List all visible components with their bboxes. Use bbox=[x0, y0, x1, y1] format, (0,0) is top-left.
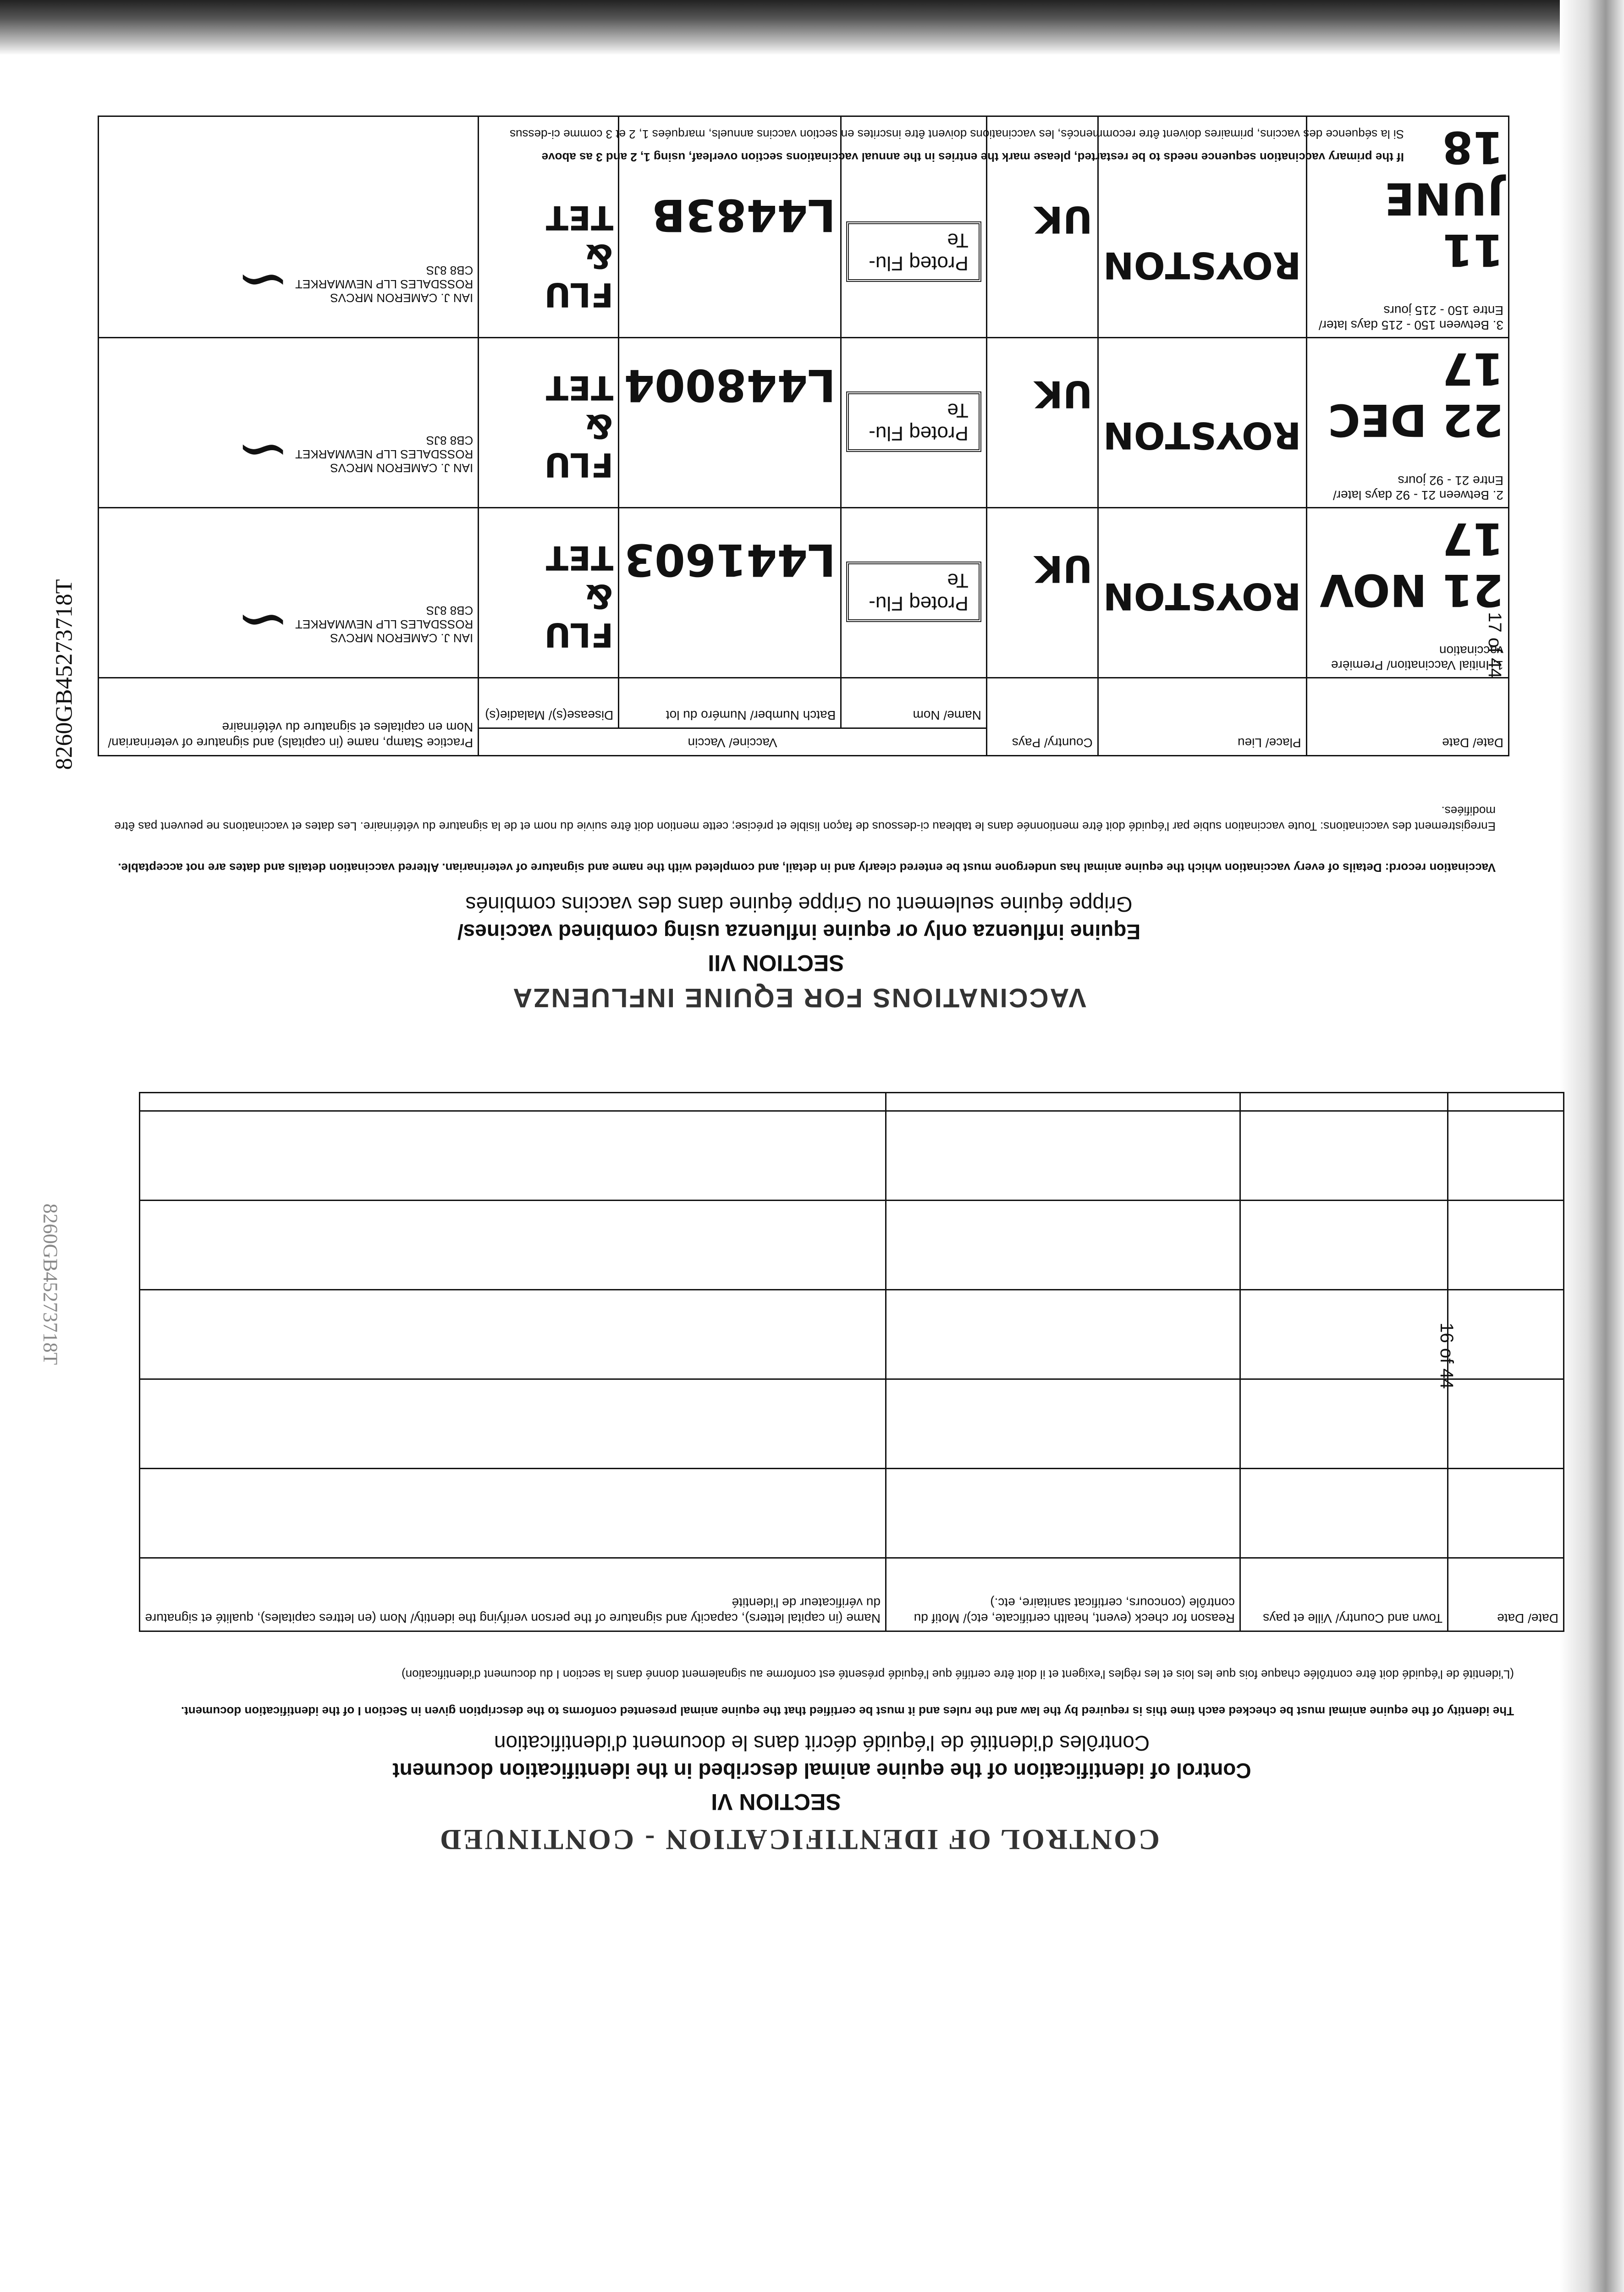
row-disease: FLU & TET bbox=[544, 198, 614, 314]
section-vii-title-en: Equine influenza only or equine influenza using combined vaccines/ bbox=[457, 920, 1141, 944]
row-disease: FLU & TET bbox=[544, 539, 614, 654]
page-number-17: 17 of 44 bbox=[1485, 612, 1505, 678]
row-date: 22 DEC 17 bbox=[1328, 343, 1503, 446]
section-vi-title-en: Control of identification of the equine animal described in the identification document bbox=[392, 1759, 1251, 1783]
table-row bbox=[140, 1379, 1564, 1469]
row-place: ROYSTON bbox=[1103, 575, 1301, 617]
vaccine-stamp: Proteq Flu-Te bbox=[846, 221, 981, 282]
col-vaccine-name: Name/ Nom bbox=[841, 678, 987, 728]
section-vii-footnote-fr: Si la séquence des vaccins, primaires doivent être recommencés, les vaccinations doivent être inscrites en section vaccins annuels, marquées 1, 2 et 3 comme ci-dessus bbox=[510, 127, 1404, 141]
row-date: 11 JUNE 18 bbox=[1384, 121, 1503, 275]
col-reason: Reason for check (event, health certificate, etc)/ Motif du contrôle (concours, certificat sanitaire, etc.) bbox=[886, 1558, 1240, 1631]
section-vii-record-en: Vaccination record: Details of every vaccination which the equine animal has undergone must be entered clearly and in detail, and completed with the name and signature of veterinarian. Altered vaccination details and dates are not acceptable. bbox=[118, 861, 1496, 875]
vaccination-table bbox=[98, 116, 1509, 756]
col-place: Place/ Lieu bbox=[1098, 678, 1306, 756]
table-row bbox=[99, 508, 1509, 678]
row-label: 3. Between 150 - 215 days later/ Entre 150 - 215 jours bbox=[1318, 303, 1503, 332]
row-place: ROYSTON bbox=[1103, 414, 1301, 457]
row-batch: L4483B bbox=[651, 189, 836, 241]
table-row bbox=[140, 1469, 1564, 1558]
section-vii-number: SECTION VII bbox=[708, 950, 844, 976]
row-label: 2. Between 21 - 92 days later/ Entre 21 - 92 jours bbox=[1333, 474, 1503, 502]
page-number-16: 16 of 44 bbox=[1437, 1322, 1457, 1389]
section-vi-number: SECTION VI bbox=[711, 1789, 841, 1815]
row-place: ROYSTON bbox=[1103, 244, 1301, 286]
serial-id: 8260GB45273718T bbox=[51, 579, 77, 770]
section-vi-intro-en: The identity of the equine animal must be checked each time this is required by the law and the rules and it must be certified that the equine animal presented conforms to the description given in Section I of the identification document. bbox=[181, 1704, 1514, 1718]
row-batch: L441603 bbox=[624, 534, 836, 585]
row-country: UK bbox=[1034, 198, 1093, 241]
vet-signature: ∽ bbox=[236, 584, 290, 659]
col-practice: Practice Stamp, name (in capitals) and signature of veterinarian/ Nom en capitales et signature du vétérinaire bbox=[99, 678, 479, 756]
col-name: Name (in capital letters), capacity and signature of the person verifying the identity/ Nom (en lettres capitales), qualité et signature du vérificateur de l'identité bbox=[140, 1558, 886, 1631]
section-vi-intro-fr: (L'identité de l'équidé doit être contrôlée chaque fois que les lois et les règles l'exigent et il doit être certifié que l'équidé présenté est conforme au signalement donné dans la section I du document d'identification) bbox=[402, 1668, 1514, 1681]
col-date: Date/ Date bbox=[1448, 1558, 1564, 1631]
section-vi-banner: CONTROL OF IDENTIFICATION - CONTINUED bbox=[438, 1824, 1160, 1856]
row-country: UK bbox=[1034, 547, 1093, 590]
row-disease: FLU & TET bbox=[544, 369, 614, 484]
section-vii-title-fr: Grippe équine seulement ou Grippe équine dans des vaccins combinés bbox=[465, 893, 1133, 916]
col-batch: Batch Number/ Numéro du lot bbox=[619, 678, 841, 728]
col-town: Town and Country/ Ville et pays bbox=[1240, 1558, 1448, 1631]
section-vii-footnote-en: If the primary vaccination sequence needs to be restarted, please mark the entries in the annual vaccinations section overleaf, using 1, 2 and 3 as above bbox=[541, 150, 1404, 164]
row-batch: L448004 bbox=[624, 359, 836, 411]
table-row bbox=[140, 1093, 1564, 1111]
table-row bbox=[140, 1201, 1564, 1290]
serial-id-faded: 8260GB45273718T bbox=[39, 1203, 62, 1365]
row-date: 21 NOV 17 bbox=[1320, 513, 1503, 616]
vet-signature: ∽ bbox=[236, 414, 290, 489]
section-vii-record-fr: Enregistrement des vaccinations: Toute vaccination subie par l'équidé doit être mentionnée dans le tableau ci-dessous de façon lisible et précise; cette mention doit être suivie du nom et de la signature du vétérinaire. Les dates et vaccinations ne peuvent pas être modifiées. bbox=[114, 804, 1496, 833]
vet-stamp: IAN J. CAMERON MRCVS ROSSDALES LLP NEWMARKET CB8 8JS bbox=[295, 604, 473, 645]
identification-check-table bbox=[139, 1092, 1564, 1632]
section-vi-title-fr: Contrôles d'identité de l'équidé décrit dans le document d'identification bbox=[494, 1731, 1150, 1755]
section-vii-banner: VACCINATIONS FOR EQUINE INFLUENZA bbox=[512, 983, 1086, 1013]
col-date: Date/ Date bbox=[1306, 678, 1508, 756]
table-row bbox=[140, 1111, 1564, 1201]
vaccine-stamp: Proteq Flu-Te bbox=[846, 391, 981, 452]
col-country: Country/ Pays bbox=[986, 678, 1098, 756]
col-vaccine: Vaccine/ Vaccin bbox=[479, 728, 987, 756]
vaccine-stamp: Proteq Flu-Te bbox=[846, 562, 981, 622]
row-label: 1. Initial Vaccination/ Première vaccination bbox=[1331, 644, 1503, 672]
table-row bbox=[140, 1290, 1564, 1379]
col-disease: Disease(s)/ Maladie(s) bbox=[479, 678, 619, 728]
row-country: UK bbox=[1034, 373, 1093, 415]
vet-signature: ∽ bbox=[236, 244, 290, 319]
vet-stamp: IAN J. CAMERON MRCVS ROSSDALES LLP NEWMARKET CB8 8JS bbox=[295, 434, 473, 475]
table-row bbox=[99, 338, 1509, 508]
row-date-cell bbox=[1306, 508, 1508, 678]
vet-stamp: IAN J. CAMERON MRCVS ROSSDALES LLP NEWMARKET CB8 8JS bbox=[295, 264, 473, 305]
